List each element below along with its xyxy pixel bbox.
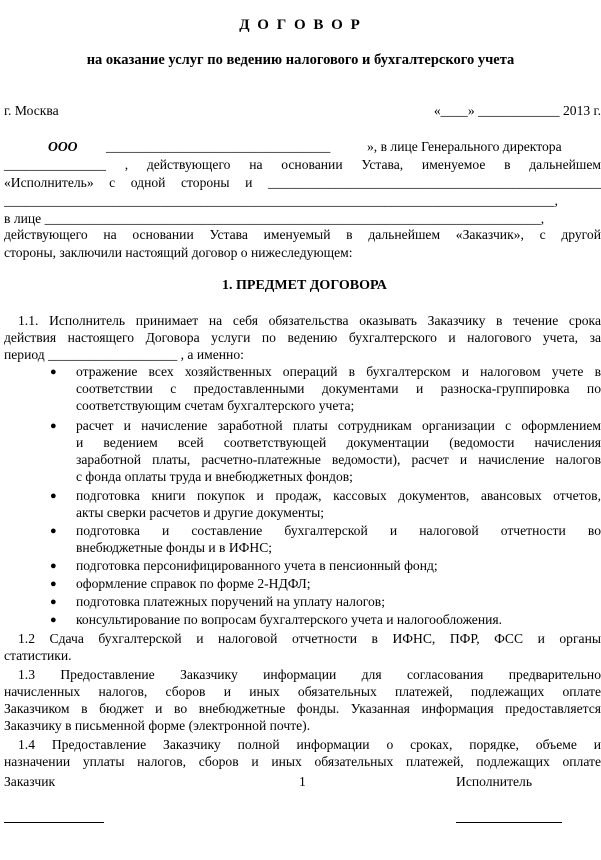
city: г. Москва	[4, 103, 59, 118]
bullet-marker: ●	[50, 525, 57, 537]
clause-1-3-line-3: Заказчиком в бюджет и во внебюджетные фонды. Указанная информация предоставляется	[4, 701, 601, 716]
service-item-line: и ведением всей соответствующей документации (ведомости начисления	[76, 435, 601, 450]
contractor-signature-line	[456, 822, 562, 823]
service-item-line: подготовка книги покупок и продаж, кассовых документов, авансовых отчетов,	[76, 488, 601, 503]
clause-1-3-line-1: 1.3 Предоставление Заказчику информации для согласования предварительно	[18, 667, 601, 682]
service-item-line: внебюджетные фонды и в ИФНС;	[76, 540, 273, 555]
clause-1-4-line-2: назначении уплаты налогов, сборов и иных обязательных платежей, подлежащих оплате	[4, 754, 601, 769]
party-org-prefix: ООО	[48, 139, 78, 154]
service-item-line: подготовка персонифицированного учета в пенсионный фонд;	[76, 558, 438, 573]
service-item-line: заработной платы, расчетно-платежные ведомости), расчет и начисление налогов	[76, 452, 601, 467]
clause-1-1-line-1: 1.1. Исполнитель принимает на себя обязательства оказывать Заказчику в течение срока	[18, 313, 601, 328]
service-item-line: акты сверки расчетов и другие документы;	[76, 505, 325, 520]
clause-1-1-line-3: период ___________________ , а именно:	[4, 347, 244, 362]
clause-1-1-line-2: действия настоящего Договора услуги по ведению бухгалтерского и налогового учета, за	[4, 330, 601, 345]
section-heading: 1. ПРЕДМЕТ ДОГОВОРА	[222, 278, 387, 293]
service-item-line: подготовка и составление бухгалтерской и налоговой отчетности во	[76, 523, 601, 538]
bullet-marker: ●	[50, 578, 57, 590]
service-item-line: с фонда оплаты труда и внебюджетных фондов;	[76, 469, 353, 484]
service-item-line: отражение всех хозяйственных операций в бухгалтерском и налоговом учете в	[76, 364, 601, 379]
document-subtitle: на оказание услуг по ведению налогового и бухгалтерского учета	[86, 52, 515, 68]
party-line-7: стороны, заключили настоящий договор о нижеследующем:	[4, 245, 353, 260]
footer-contractor-label: Исполнитель	[456, 774, 533, 789]
bullet-marker: ●	[50, 420, 57, 432]
service-item-line: соответствии с предоставленными документами и разноска-группировка по	[76, 381, 601, 396]
bullet-marker: ●	[50, 490, 57, 502]
customer-signature-line	[4, 822, 104, 823]
party-line-3: «Исполнитель» с одной стороны и _________________________________________________	[4, 175, 601, 190]
party-line-6: действующего на основании Устава именуемый в дальнейшем «Заказчик», с другой	[4, 227, 601, 242]
document-title: Д О Г О В О Р	[239, 17, 362, 33]
clause-1-4-line-1: 1.4 Предоставление Заказчику полной информации о сроках, порядке, объеме и	[18, 737, 601, 752]
bullet-marker: ●	[50, 596, 57, 608]
party-line-2: _______________ , действующего на основании Устава, именуемое в дальнейшем	[4, 157, 601, 172]
clause-1-3-line-2: начисленных налогов, сборов и иных обязательных платежей, подлежащих оплате	[4, 684, 601, 699]
service-item-line: соответствующим счетам бухгалтерского учета;	[76, 398, 355, 413]
date-line: «____» ____________ 2013 г.	[433, 103, 601, 118]
service-item-line: расчет и начисление заработной платы сотрудникам организации с оформлением	[76, 418, 601, 433]
party-org-blank: _________________________________	[106, 139, 331, 154]
service-item-line: подготовка платежных поручений на уплату налогов;	[76, 594, 385, 609]
footer-customer-label: Заказчик	[4, 774, 56, 789]
party-line-5: в лице _________________________________________________________________________,	[4, 211, 545, 226]
page-number: 1	[299, 774, 306, 789]
party-line-4: _________________________________________________________________________________,	[4, 193, 558, 208]
clause-1-3-line-4: Заказчику в письменной форме (электронной почте).	[4, 718, 311, 733]
service-item-line: консультирование по вопросам бухгалтерского учета и налогообложения.	[76, 612, 503, 627]
clause-1-2-line-2: статистики.	[4, 648, 72, 663]
clause-1-2-line-1: 1.2 Сдача бухгалтерской и налоговой отчетности в ИФНС, ПФР, ФСС и органы	[18, 631, 601, 646]
service-item-line: оформление справок по форме 2-НДФЛ;	[76, 576, 311, 591]
bullet-marker: ●	[50, 560, 57, 572]
bullet-marker: ●	[50, 614, 57, 626]
party-line-1-rest: », в лице Генерального директора	[367, 139, 562, 154]
bullet-marker: ●	[50, 366, 57, 378]
